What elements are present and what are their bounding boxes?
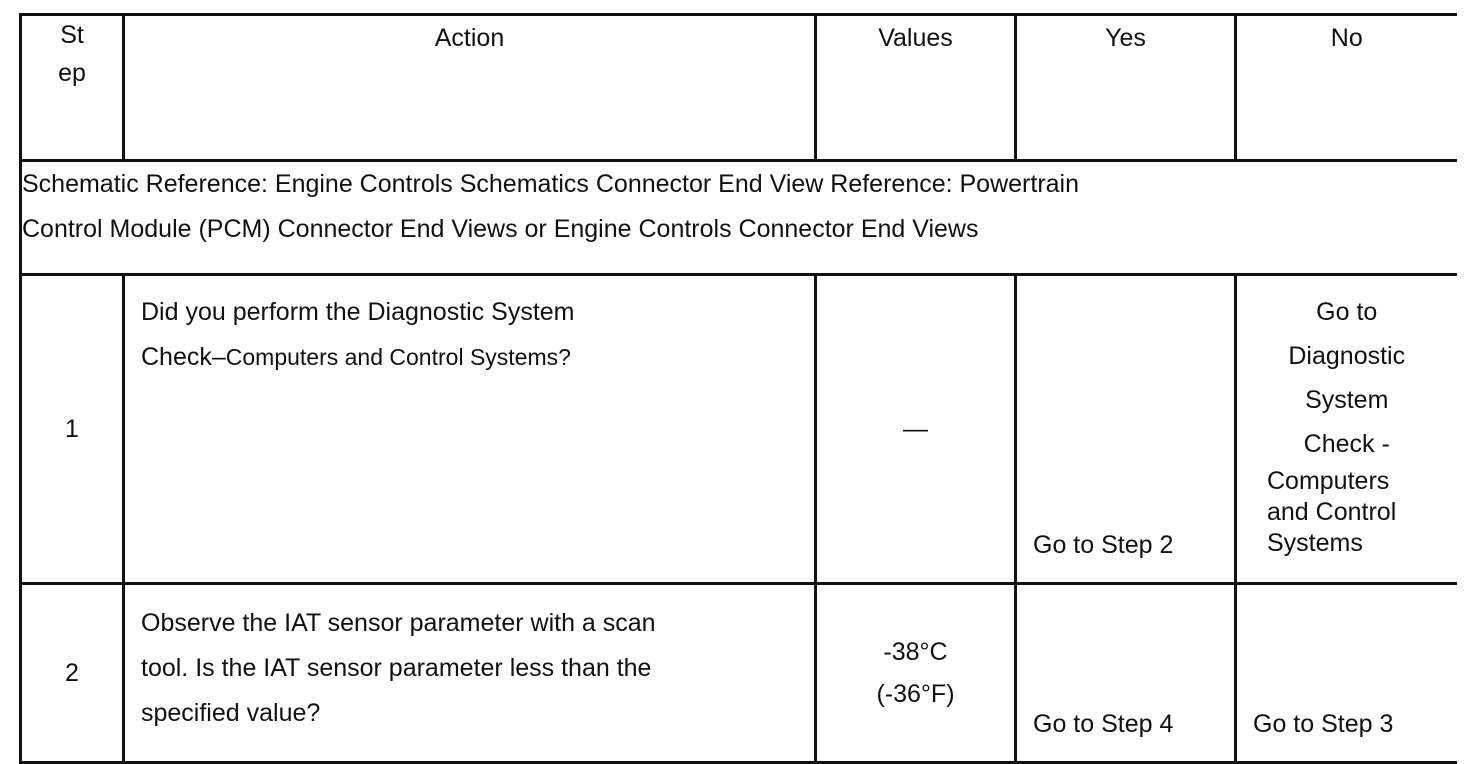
action-cell (124, 275, 816, 584)
no-line: Systems (1267, 529, 1363, 557)
step-number: 2 (21, 584, 124, 763)
no-line: System (1305, 386, 1389, 414)
yes-cell: Go to Step 4 (1016, 584, 1236, 763)
action-line: Computers and Control Systems? (225, 344, 571, 370)
value-line: (-36°F) (876, 680, 955, 708)
step-header-line2: ep (58, 59, 86, 87)
step-number: 1 (21, 275, 124, 584)
step-header-line1: St (60, 21, 84, 49)
schematic-reference (21, 161, 1457, 275)
yes-header: Yes (1016, 15, 1236, 161)
action-line: Observe the IAT sensor parameter with a scan (141, 609, 656, 637)
reference-line1: Schematic Reference: Engine Controls Schematics Connector End View Reference: Powertrain (22, 170, 1080, 198)
reference-line2: Control Module (PCM) Connector End Views or Engine Controls Connector End Views (22, 215, 979, 243)
no-line: Check - (1303, 430, 1390, 458)
no-cell (1236, 275, 1457, 584)
action-cell (124, 584, 816, 763)
action-line: tool. Is the IAT sensor parameter less than the (141, 654, 652, 682)
no-line: Diagnostic (1288, 342, 1406, 370)
action-line: Check– (141, 343, 226, 371)
no-header: No (1236, 15, 1457, 161)
no-line: Go to (1316, 298, 1378, 326)
reference-row (21, 161, 1457, 275)
step-header (21, 15, 124, 161)
no-line: Computers (1267, 467, 1390, 495)
table-row (21, 584, 1457, 763)
value-cell: — (816, 275, 1016, 584)
yes-cell: Go to Step 2 (1016, 275, 1236, 584)
action-header: Action (124, 15, 816, 161)
values-header: Values (816, 15, 1016, 161)
table-row (21, 275, 1457, 584)
no-line: and Control (1267, 498, 1397, 526)
action-line: Did you perform the Diagnostic System (141, 298, 575, 326)
value-cell (816, 584, 1016, 763)
action-line: specified value? (141, 699, 321, 727)
header-row (21, 15, 1457, 161)
value-line: -38°C (883, 638, 948, 666)
no-cell: Go to Step 3 (1236, 584, 1457, 763)
diagnostic-table (19, 13, 1457, 764)
